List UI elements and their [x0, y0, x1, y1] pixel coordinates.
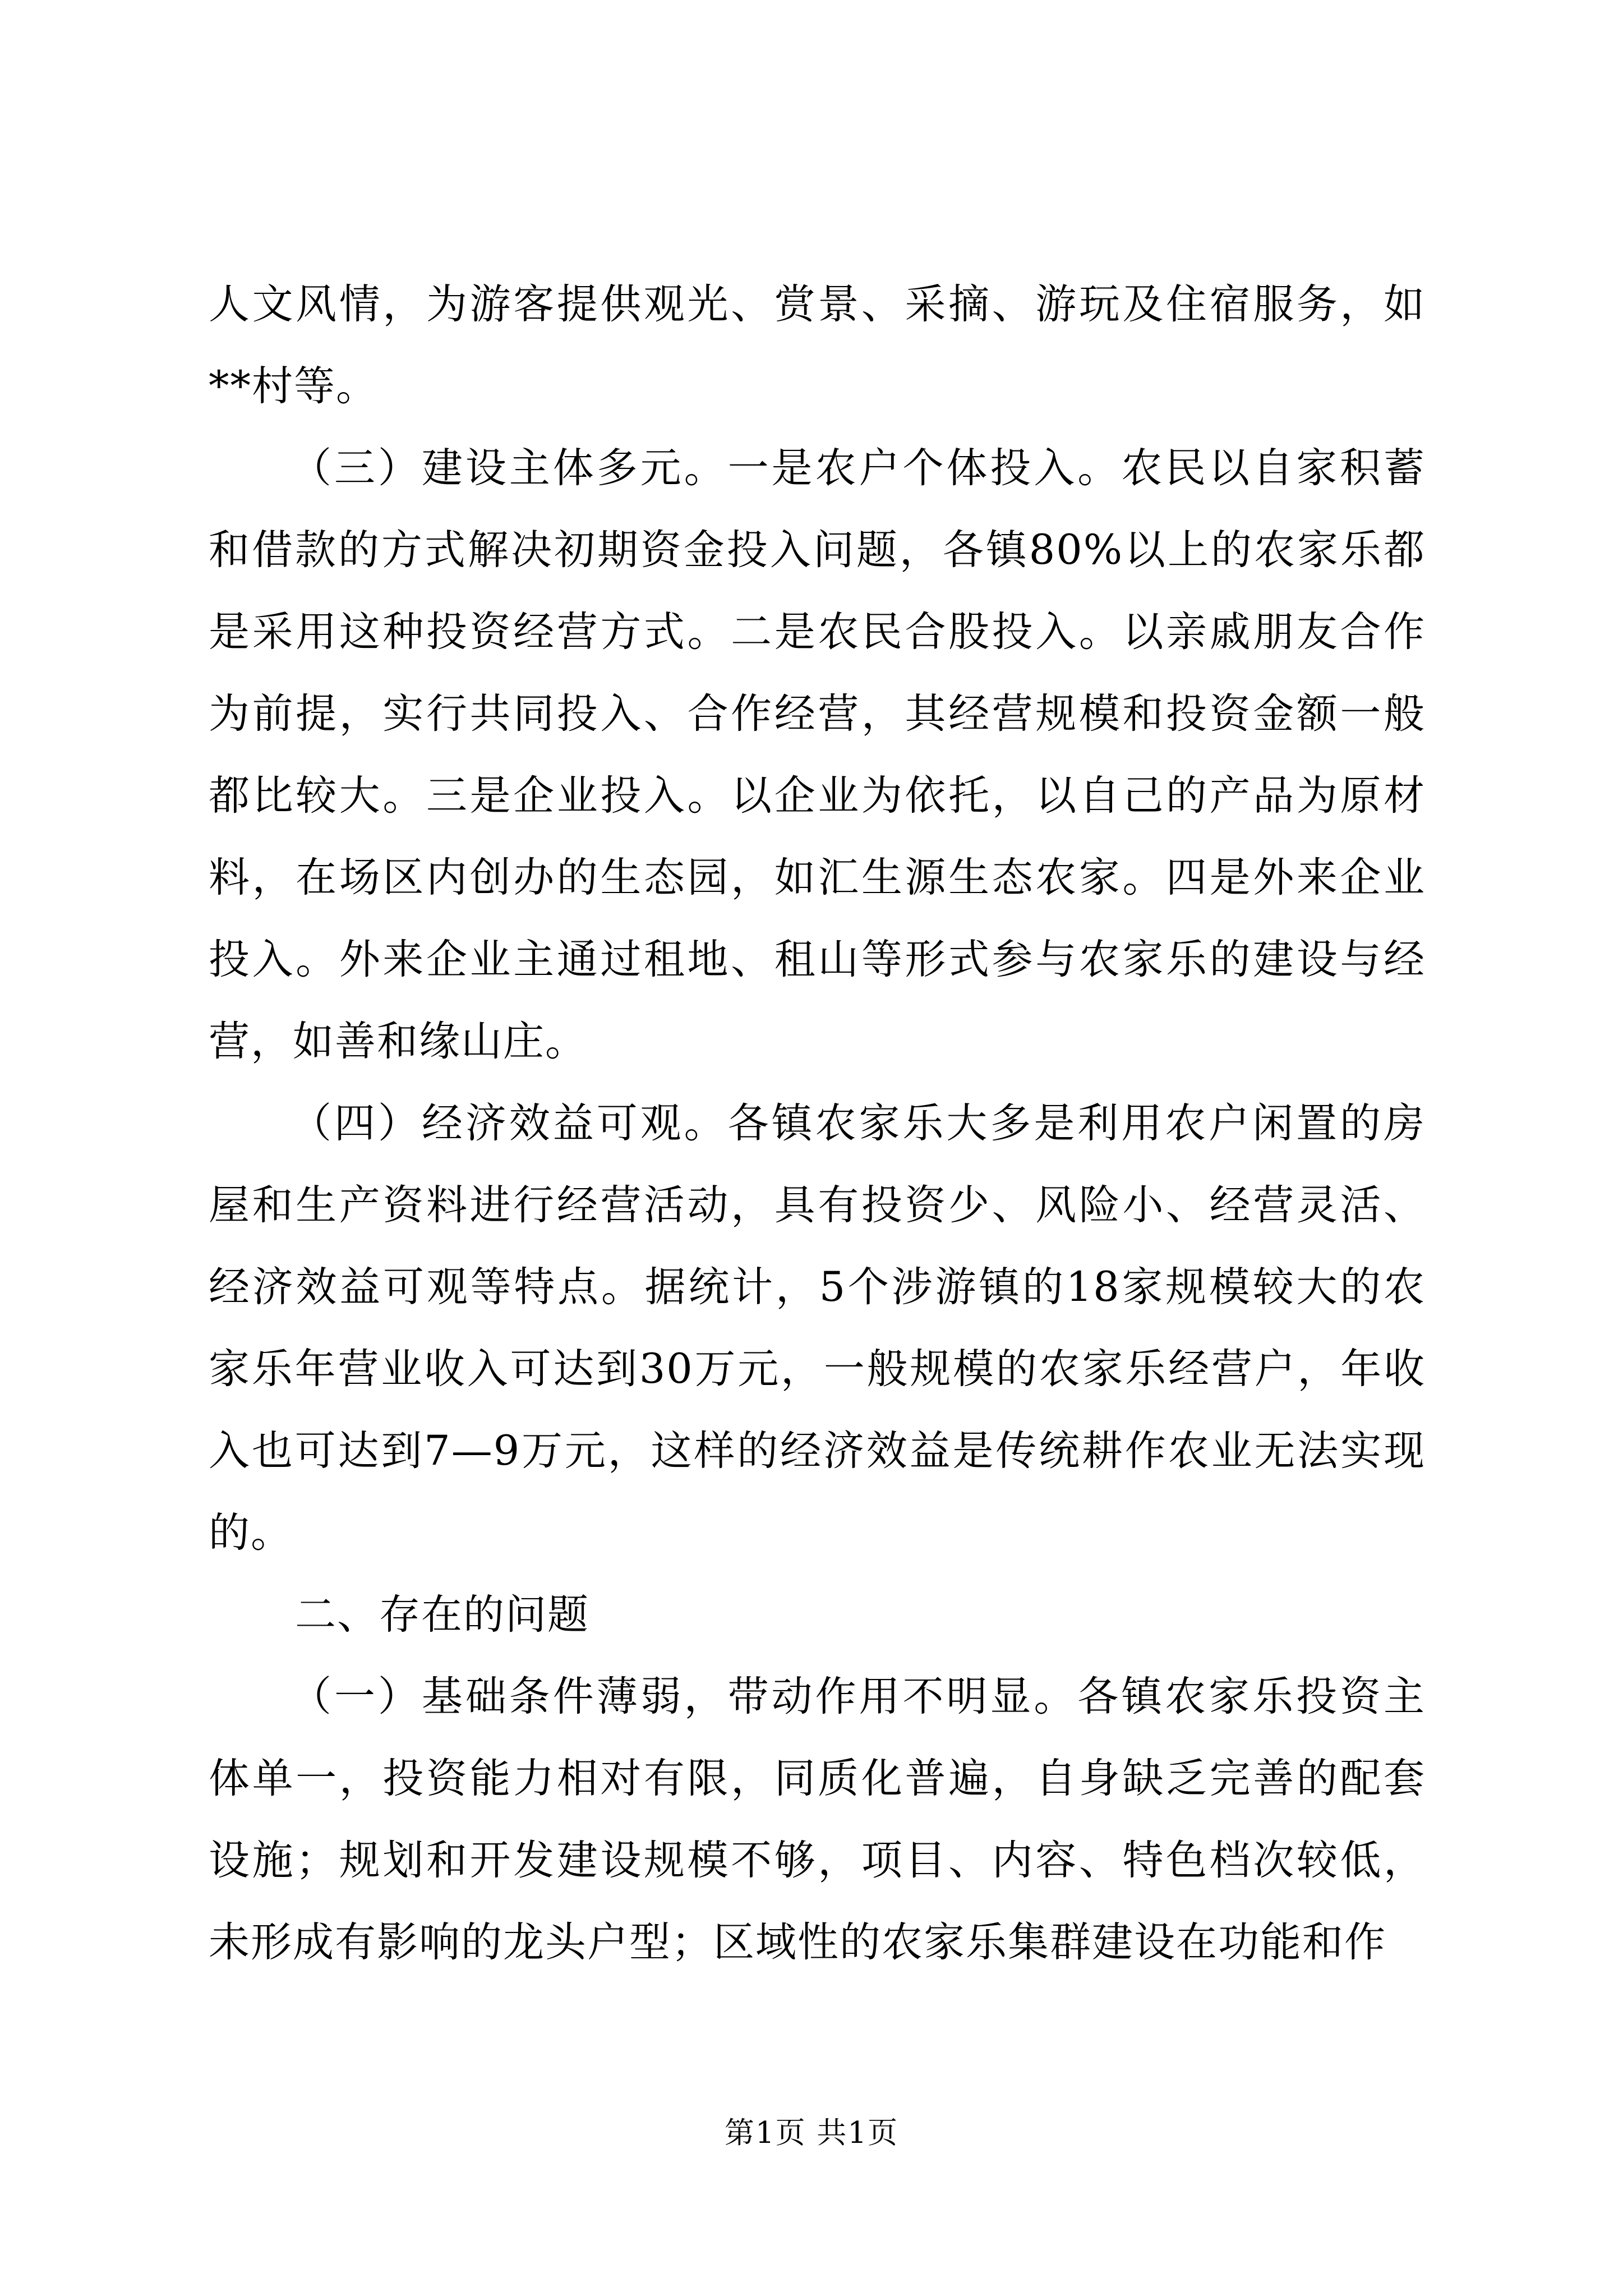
- document-body: [209, 264, 1426, 1984]
- paragraph-continuation: 人文风情，为游客提供观光、赏景、采摘、游玩及住宿服务，如**村等。: [209, 280, 1426, 410]
- paragraph-section-4: （四）经济效益可观。各镇农家乐大多是利用农户闲置的房屋和生产资料进行经营活动，具有投资少、风险小、经营灵活、经济效益可观等特点。据统计，5个涉游镇的18家规模较大的农家乐年营业收入可达到30万元，一般规模的农家乐经营户，年收入也可达到7—9万元，这样的经济效益是传统耕作农业无法实现的。: [209, 1099, 1426, 1557]
- section-heading-problems: 二、存在的问题: [295, 1591, 589, 1639]
- page-footer: 第1页 共1页: [724, 2116, 899, 2150]
- paragraph-section-3: （三）建设主体多元。一是农户个体投入。农民以自家积蓄和借款的方式解决初期资金投入问题，各镇80%以上的农家乐都是采用这种投资经营方式。二是农民合股投入。以亲戚朋友合作为前提，实行共同投入、合作经营，其经营规模和投资金额一般都比较大。三是企业投入。以企业为依托，以自己的产品为原材料，在场区内创办的生态园，如汇生源生态农家。四是外来企业投入。外来企业主通过租地、租山等形式参与农家乐的建设与经营，如善和缘山庄。: [209, 444, 1426, 1065]
- paragraph-problem-1: （一）基础条件薄弱，带动作用不明显。各镇农家乐投资主体单一，投资能力相对有限，同质化普遍，自身缺乏完善的配套设施；规划和开发建设规模不够，项目、内容、特色档次较低，未形成有影响的龙头户型；区域性的农家乐集群建设在功能和作: [209, 1673, 1426, 1966]
